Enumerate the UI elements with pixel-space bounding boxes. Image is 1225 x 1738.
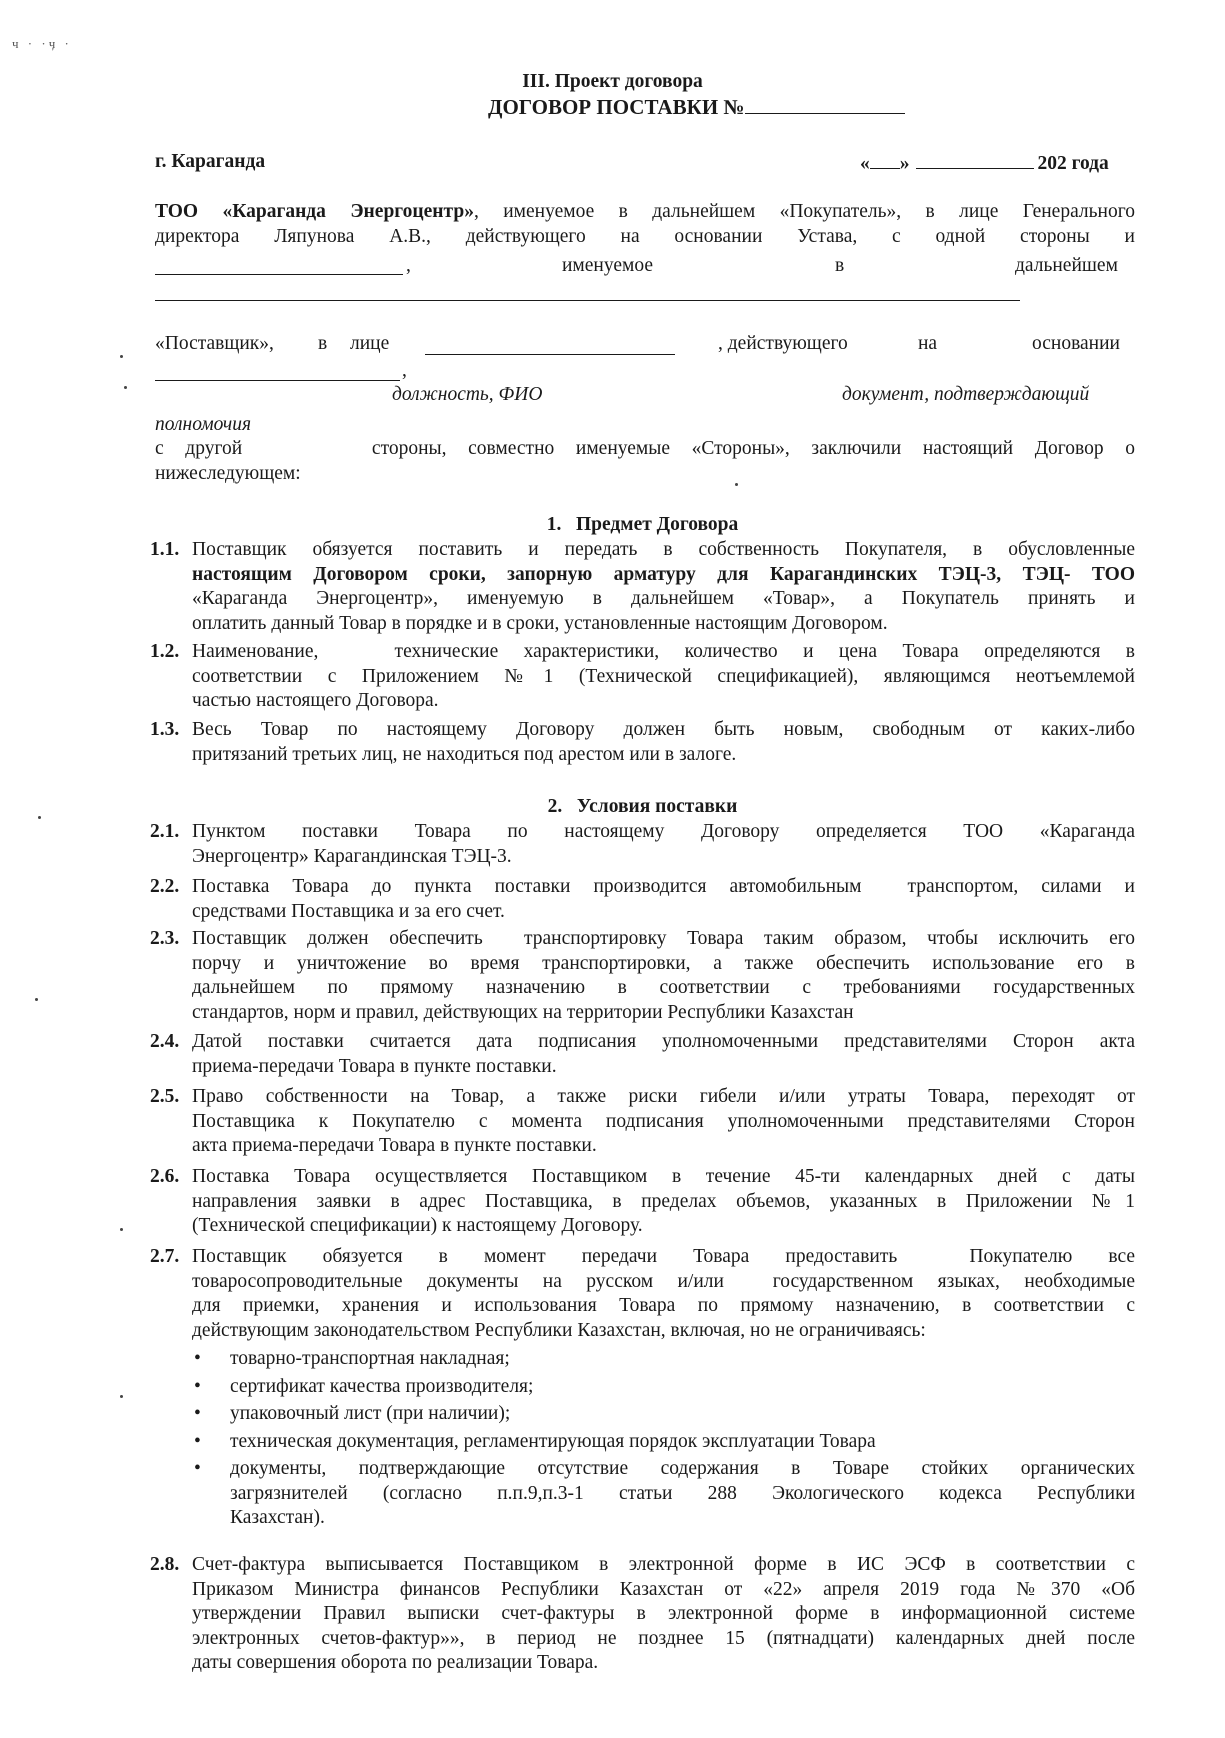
preamble-line-4-b: в: [318, 333, 328, 354]
clause-1-3: [150, 718, 1135, 767]
bullet-icon: •: [194, 1375, 201, 1397]
scan-speck: [120, 1228, 123, 1231]
date-close-quote: »: [899, 153, 910, 174]
clause-line: Поставка Товара осуществляется Поставщиком в течение 45-ти календарных дней с даты: [192, 1166, 1135, 1187]
scan-speck: [120, 1395, 123, 1398]
caption-authority-document: документ, подтверждающий: [842, 384, 1090, 405]
clause-line: действующим законодательством Республики Казахстан, включая, но не ограничиваясь:: [192, 1319, 926, 1341]
preamble-line-5-comma: ,: [402, 360, 407, 381]
clause-line: Весь Товар по настоящему Договору должен быть новым, свободным от каких-либо: [192, 719, 1135, 740]
clause-number: 2.1.: [150, 821, 180, 842]
list-item-text: упаковочный лист (при наличии);: [230, 1403, 511, 1424]
preamble-line-2: директора Ляпунова А.В., действующего на основании Устава, с одной стороны и: [155, 226, 1135, 247]
preamble-line-4-f: основании: [1032, 333, 1120, 354]
scan-margin-marks: ч · ·ӌ ·: [12, 36, 72, 51]
preamble-line-1-rest: , именуемое в дальнейшем «Покупатель», в лице Генерального: [473, 201, 1135, 222]
clause-line: Поставщик обязуется в момент передачи Товара предоставить Покупателю все: [192, 1246, 1135, 1267]
month-field[interactable]: [916, 150, 1034, 169]
clause-line: приема-передачи Товара в пункте поставки.: [192, 1055, 557, 1077]
preamble-line-1: [155, 200, 1135, 225]
basis-document-field[interactable]: [155, 380, 400, 381]
clause-2-4: [150, 1030, 1135, 1079]
list-item: [150, 1375, 1135, 1400]
preamble-line-3-b: в: [835, 255, 845, 276]
clause-line: частью настоящего Договора.: [192, 690, 439, 711]
section-1-title: 1. Предмет Договора: [546, 514, 739, 535]
caption-position-name: должность, ФИО: [392, 384, 543, 405]
clause-line: акта приема-передачи Товара в пункте поставки.: [192, 1135, 597, 1156]
clause-2-2: [150, 875, 1135, 924]
clause-line: порчу и уничтожение во время транспортировки, а также обеспечить использование его в: [192, 952, 1135, 974]
clause-number: 1.2.: [150, 641, 180, 662]
clause-line: Право собственности на Товар, а также риски гибели и/или утраты Товара, переходят от: [192, 1086, 1135, 1107]
clause-text: [192, 875, 1135, 924]
clause-line: дальнейшем по прямому назначению в соответствии с требованиями государственных: [192, 977, 1135, 998]
clause-2-8: [150, 1553, 1135, 1676]
list-item: [150, 1402, 1135, 1427]
clause-number: 2.5.: [150, 1086, 180, 1107]
clause-line: Приказом Министра финансов Республики Казахстан от «22» апреля 2019 года №370 «Об: [192, 1578, 1135, 1600]
clause-text: [192, 820, 1135, 869]
clause-number: 1.3.: [150, 719, 180, 740]
preamble-line-7: нижеследующем:: [155, 463, 301, 484]
clause-line: стандартов, норм и правил, действующих на территории Республики Казахстан: [192, 1001, 854, 1023]
clause-line: Энергоцентр» Карагандинская ТЭЦ-3.: [192, 845, 512, 867]
caption-authority-continuation: полномочия: [155, 414, 252, 435]
document-title: [488, 95, 905, 120]
scan-speck: [38, 816, 41, 819]
list-item: [150, 1347, 1135, 1372]
clause-line: Наименование, технические характеристики, количество и цена Товара определяются в: [192, 641, 1135, 662]
year-label: 202 года: [1037, 153, 1109, 174]
clause-line: оплатить данный Товар в порядке и в сроки, установленные настоящим Договором.: [192, 612, 888, 634]
list-item: [150, 1457, 1135, 1531]
clause-text: [192, 927, 1135, 1025]
list-item-line: загрязнителей (согласно п.п.9,п.3-1 статьи 288 Экологического кодекса Республики: [230, 1482, 1135, 1504]
clause-line: даты совершения оборота по реализации Товара.: [192, 1652, 599, 1673]
section-2-title: 2. Условия поставки: [547, 796, 738, 817]
clause-number: 2.6.: [150, 1166, 180, 1187]
scan-speck: [120, 355, 123, 358]
clause-line: Поставщик должен обеспечить транспортировку Товара таким образом, чтобы исключить его: [192, 928, 1135, 949]
scan-speck: [735, 483, 738, 486]
clause-line: направления заявки в адрес Поставщика, в пределах объемов, указанных в Приложении №1: [192, 1190, 1135, 1212]
clause-line: (Технической спецификации) к настоящему Договору.: [192, 1215, 643, 1236]
clause-number: 2.4.: [150, 1031, 180, 1052]
bullet-icon: •: [194, 1430, 201, 1452]
clause-text: [192, 538, 1135, 636]
clause-line: Датой поставки считается дата подписания уполномоченными представителями Сторон акта: [192, 1031, 1135, 1052]
clause-text: [192, 1553, 1135, 1676]
contract-number-field[interactable]: [745, 95, 905, 114]
required-documents-list: [150, 1347, 1135, 1531]
list-item-line: документы, подтверждающие отсутствие содержания в Товаре стойких органических: [230, 1458, 1135, 1479]
clause-text: [192, 1245, 1135, 1343]
list-item-text: товарно-транспортная накладная;: [230, 1348, 510, 1369]
clause-2-5: [150, 1085, 1135, 1159]
preamble-line-4-a: «Поставщик»,: [155, 333, 274, 354]
preamble-line-3-a: именуемое: [562, 255, 653, 276]
bullet-icon: •: [194, 1403, 201, 1424]
clause-text: [192, 1165, 1135, 1239]
list-item-line: Казахстан).: [230, 1507, 325, 1528]
representative-field[interactable]: [425, 354, 675, 355]
clause-line: Поставка Товара до пункта поставки производится автомобильным транспортом, силами и: [192, 876, 1135, 897]
clause-line: для приемки, хранения и использования Товара по прямому назначению, в соответствии с: [192, 1295, 1135, 1316]
clause-line: притязаний третьих лиц, не находиться под арестом или в залоге.: [192, 743, 737, 765]
supplier-name-field[interactable]: [155, 274, 403, 275]
clause-number: 2.3.: [150, 928, 180, 949]
buyer-name: ТОО «Караганда Энергоцентр»: [155, 201, 474, 222]
bullet-icon: •: [194, 1458, 201, 1479]
clause-line: Поставщик обязуется поставить и передать в собственность Покупателя, в обусловленные: [192, 539, 1135, 560]
clause-number: 2.8.: [150, 1554, 180, 1575]
clause-2-3: [150, 927, 1135, 1025]
clause-line: средствами Поставщика и за его счет.: [192, 900, 505, 922]
bullet-icon: •: [194, 1348, 201, 1369]
clause-line: соответствии с Приложением №1 (Технической спецификацией), являющимся неотъемлемой: [192, 665, 1135, 687]
clause-number: 2.7.: [150, 1246, 180, 1267]
clause-text: [192, 640, 1135, 714]
preamble-line-4-c: лице: [350, 333, 390, 354]
preamble-line-6: с другой стороны, совместно именуемые «Стороны», заключили настоящий Договор о: [155, 438, 1135, 459]
clause-line: Пунктом поставки Товара по настоящему Договору определяется ТОО «Караганда: [192, 821, 1135, 842]
list-item-text: сертификат качества производителя;: [230, 1375, 534, 1397]
scan-speck: [35, 998, 38, 1001]
clause-2-1: [150, 820, 1135, 869]
clause-2-7: [150, 1245, 1135, 1343]
clause-text: [192, 718, 1135, 767]
day-field[interactable]: [870, 150, 900, 169]
preamble-line-4-e: на: [918, 333, 938, 354]
clause-number: 1.1.: [150, 539, 180, 560]
city: г. Караганда: [155, 151, 266, 172]
clause-number: 2.2.: [150, 876, 180, 897]
list-item: [150, 1430, 1135, 1455]
clause-line: «Караганда Энергоцентр», именуемую в дальнейшем «Товар», а Покупатель принять и: [192, 588, 1135, 609]
list-item-text: техническая документация, регламентирующая порядок эксплуатации Товара: [230, 1430, 876, 1452]
preamble-line-4-d: , действующего: [718, 333, 848, 354]
clause-1-2: [150, 640, 1135, 714]
clause-2-6: [150, 1165, 1135, 1239]
preamble-line-3-comma: ,: [406, 255, 411, 276]
clause-text: [192, 1085, 1135, 1159]
list-item-text: [230, 1457, 1135, 1531]
clause-line: товаросопроводительные документы на русском и/или государственном языках, необходимые: [192, 1270, 1135, 1292]
clause-text: [192, 1030, 1135, 1079]
document-title-text: ДОГОВОР ПОСТАВКИ №: [488, 95, 745, 119]
contract-date: [860, 150, 1109, 177]
clause-line: Счет-фактура выписывается Поставщиком в электронной форме в ИС ЭСФ в соответствии с: [192, 1554, 1135, 1575]
date-open-quote: «: [860, 153, 870, 174]
clause-line: электронных счетов-фактур»», в период не позднее 15 (пятнадцати) календарных дней после: [192, 1627, 1135, 1649]
clause-line: Поставщика к Покупателю с момента подписания уполномоченными представителями Сторон: [192, 1110, 1135, 1132]
clause-line: настоящим Договором сроки, запорную арматуру для Карагандинских ТЭЦ-3, ТЭЦ- ТОО: [192, 563, 1135, 585]
clause-1-1: [150, 538, 1135, 636]
preamble-line-3-c: дальнейшем: [1015, 255, 1118, 276]
section-heading: III. Проект договора: [522, 71, 703, 92]
supplier-name-continuation-field[interactable]: [155, 300, 1020, 301]
scan-speck: [124, 386, 127, 389]
clause-line: утверждении Правил выписки счет-фактуры в электронной форме в информационной системе: [192, 1603, 1135, 1624]
